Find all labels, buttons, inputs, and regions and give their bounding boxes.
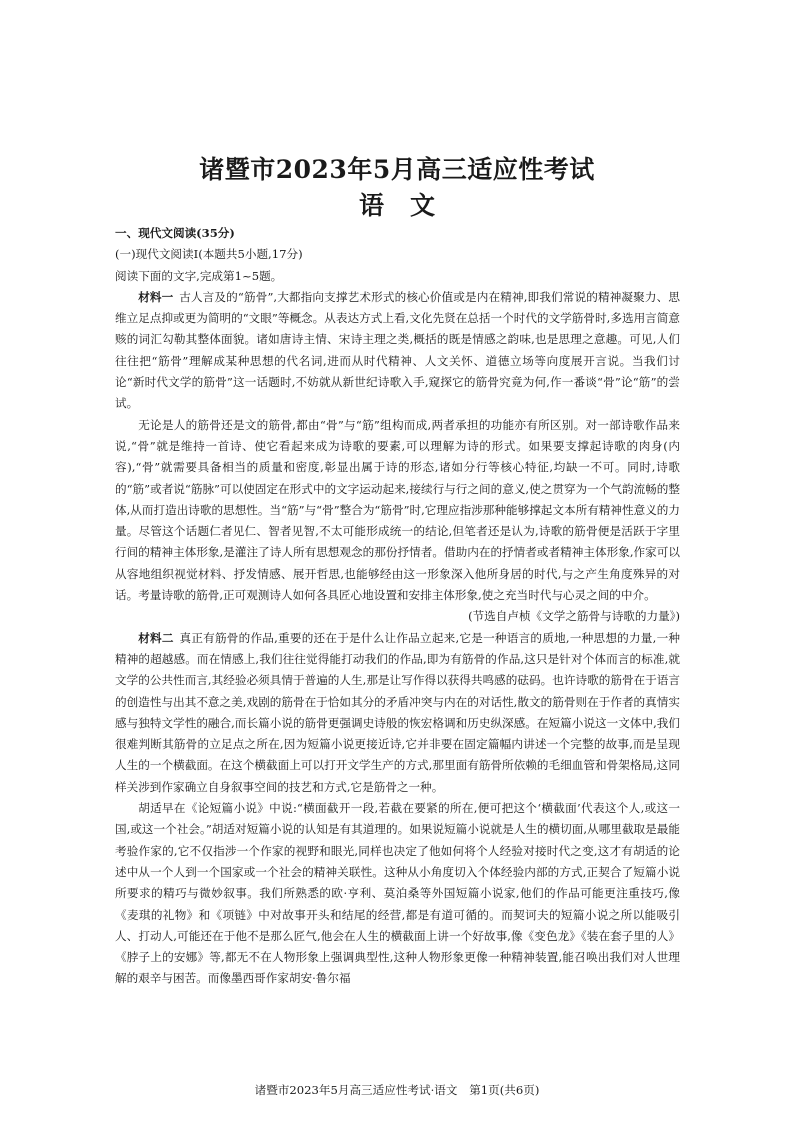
- material-one-paragraph-2: 无论是人的筋骨还是文的筋骨,都由“骨”与“筋”组构而成,两者承担的功能亦有所区别。对一部诗歌作品来说,“骨”就是维持一首诗、使它看起来成为诗歌的要素,可以理解为诗的形式。如果要支撑起诗歌的肉身(内容),“骨”就需要具备相当的质量和密度,彰显出属于诗的形态,诸如分行等核心特征,均缺一不可。同时,诗歌的“筋”或者说“筋脉”可以使固定在形式中的文字运动起来,接续行与行之间的意义,使之贯穿为一个气韵流畅的整体,从而打造出诗歌的思想性。当“筋”与“骨”整合为“筋骨”时,它理应指涉那种能够撑起文本所有精神性意义的力量。尽管这个话题仁者见仁、智者见智,不太可能形成统一的结论,但笔者还是认为,诗歌的筋骨便是活跃于字里行间的精神主体形象,是灌注了诗人所有思想观念的那份抒情者。借助内在的抒情者或者精神主体形象,作家可以从容地组织视觉材料、抒发情感、展开哲思,也能够经由这一形象深入他所身居的时代,与之产生角度殊异的对话。考量诗歌的筋骨,正可观测诗人如何各具匠心地设置和安排主体形象,使之充当时代与心灵之间的中介。: [115, 417, 680, 603]
- exam-title: 诸暨市2023年5月高三适应性考试: [199, 155, 595, 184]
- page-footer: [0, 1082, 794, 1098]
- exam-content: [115, 223, 680, 990]
- section-heading: 一、现代文阅读(35分): [115, 226, 235, 240]
- subject-title: 语文: [358, 191, 461, 220]
- material-one-text-1: 古人言及的“筋骨”,大都指向支撑艺术形式的核心价值或是内在精神,即我们常说的精神凝聚力、思维立足点抑或更为简明的“文眼”等概念。从表达方式上看,文化先贤在总括一个时代的文学筋骨时,多选用言简意赅的词汇勾勒其整体面貌。诸如唐诗主情、宋诗主理之类,概括的既是情感之韵味,也是思理之意趣。可见,人们往往把“筋骨”理解成某种思想的代名词,进而从时代精神、人文关怀、道德立场等向度展开言说。当我们讨论“新时代文学的筋骨”这一话题时,不妨就从新世纪诗歌入手,窥探它的筋骨究竟为何,作一番谈“骨”论“筋”的尝试。: [115, 289, 680, 411]
- sub-section-heading: (一)现代文阅读Ⅰ(本题共5小题,17分): [115, 247, 303, 262]
- material-two-paragraph-2: 胡适早在《论短篇小说》中说:“横面截开一段,若截在要紧的所在,便可把这个‘横截面’代表这个人,或这一国,或这一个社会。”胡适对短篇小说的认知是有其道理的。如果说短篇小说就是人生的横切面,从哪里截取是最能考验作家的,它不仅指涉一个作家的视野和眼光,同样也决定了他如何将个人经验对接时代之变,这才有胡适的论述中从一个人到一个国家或一个社会的精神关联性。这种从小角度切入个体经验内部的方式,正契合了短篇小说所要求的精巧与微妙叙事。我们所熟悉的欧·亨利、莫泊桑等外国短篇小说家,他们的作品可能更注重技巧,像《麦琪的礼物》和《项链》中对故事开头和结尾的经营,都是有道可循的。而契诃夫的短篇小说之所以能吸引人、打动人,可能还在于他不是那么匠气,他会在人生的横截面上讲一个好故事,像《变色龙》《装在套子里的人》《脖子上的安娜》等,都无不在人物形象上强调典型性,这种人物形象更像一种精神装置,能召唤出我们对人世理解的艰辛与困苦。而像墨西哥作家胡安·鲁尔福: [115, 801, 680, 986]
- instruction-text: 阅读下面的文字,完成第1~5题。: [115, 268, 283, 283]
- material-one-label: 材料一: [138, 289, 174, 304]
- footer-exam-name: 诸暨市2023年5月高三适应性考试·语文: [254, 1083, 458, 1097]
- material-two-text-1: 真正有筋骨的作品,重要的还在于是什么让作品立起来,它是一种语言的质地,一种思想的力量,一种精神的超越感。而在情感上,我们往往觉得能打动我们的作品,即为有筋骨的作品,这只是针对个体而言的标准,就文学的公共性而言,其经验必须具情于普遍的人生,那是让写作得以获得共鸣感的砝码。也许诗歌的筋骨在于语言的创造性与出其不意之美,戏剧的筋骨在于恰如其分的矛盾冲突与内在的对话性,散文的筋骨则在于作者的真情实感与独特文学性的融合,而长篇小说的筋骨更强调史诗般的恢宏格调和历史纵深感。在短篇小说这一文体中,我们很难判断其筋骨的立足点之所在,因为短篇小说更接近诗,它并非要在固定篇幅内讲述一个完整的故事,而是呈现人生的一个横截面。在这个横截面上可以打开文学生产的方式,那里面有筋骨所依赖的毛细血管和骨架格局,这同样关涉到作家确立自身叙事空间的技艺和方式,它是筋骨之一种。: [115, 630, 680, 794]
- material-one-source: (节选自卢桢《文学之筋骨与诗歌的力量》): [468, 609, 680, 624]
- material-one-paragraph-1: [115, 287, 680, 415]
- material-two-label: 材料二: [138, 630, 174, 645]
- footer-page-number: 第1页(共6页): [469, 1083, 540, 1097]
- material-two-paragraph-1: [115, 628, 680, 798]
